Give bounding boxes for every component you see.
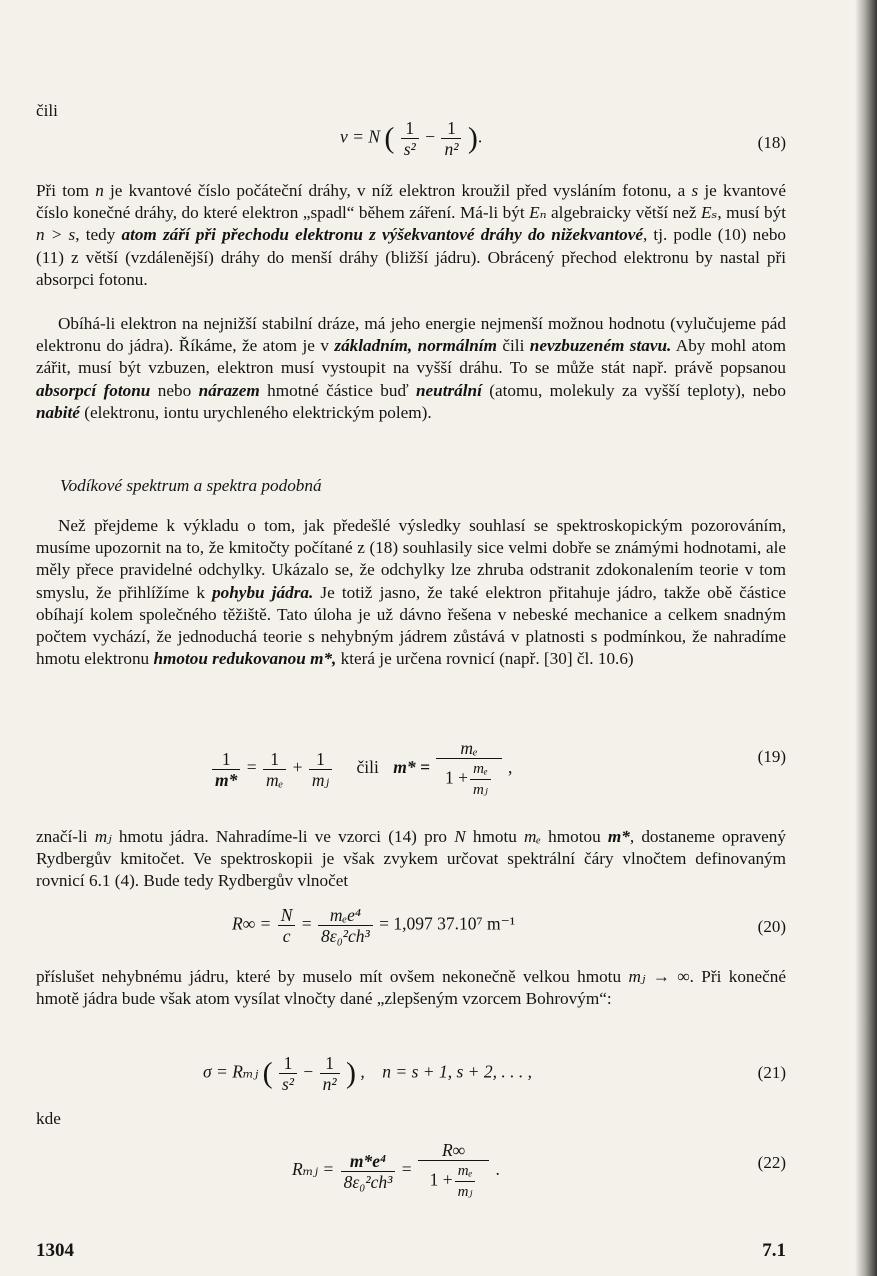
page-number: 1304 xyxy=(36,1240,74,1261)
kde-word: kde xyxy=(36,1109,61,1128)
eq22-b-num: R∞ xyxy=(418,1140,489,1161)
p2-text: Obíhá-li elektron na nejnižší stabilní dráze, má jeho energie nejmenší možnou hodnotu (vylučujeme pád elektronu do jádra). Říkáme, že atom je v xyxy=(36,314,786,356)
p1-text: , musí být xyxy=(717,203,786,223)
p3-emphasis: hmotou redukovanou m*, xyxy=(153,649,337,669)
eq21-a-den: s² xyxy=(281,1074,295,1094)
section-number: 7.1 xyxy=(762,1240,786,1261)
eq19-number: (19) xyxy=(757,747,786,766)
p1-text: algebraicky větší než xyxy=(546,203,702,223)
eq22-a-den: 8ε₀²ch³ xyxy=(343,1171,393,1192)
eq19-frac-b xyxy=(263,749,286,790)
eq19-frac-c xyxy=(309,749,332,790)
equation-19 xyxy=(210,738,512,800)
eq19-frac-e xyxy=(470,759,491,800)
eq18-number: (18) xyxy=(757,133,786,152)
p3-text: která je určena rovnicí (např. [30] čl. 10.6) xyxy=(336,649,634,669)
p4-text: hmotou xyxy=(540,827,608,846)
p5-text: . Při konečné hmotě jádra bude však atom vysílat vlnočty dané „zlepšeným vzorcem Bohrovým“: xyxy=(36,967,786,1009)
eq19-d-num: mₑ xyxy=(436,738,501,759)
eq18-end: . xyxy=(477,126,483,147)
eq18-lhs: ν = N xyxy=(340,126,380,147)
eq22-c-num: mₑ xyxy=(455,1161,476,1182)
p5-text: příslušet nehybnému jádru, které by muselo mít ovšem nekonečně velkou hmotu xyxy=(36,967,629,986)
paragraph-3 xyxy=(36,515,786,670)
eq22-number: (22) xyxy=(757,1153,786,1172)
p1-text: je kvantové číslo počáteční dráhy, v níž elektron kroužil před vysláním fotonu, a xyxy=(103,181,692,200)
eq18-close-paren: ) xyxy=(467,121,478,155)
eq21-open-paren: ( xyxy=(262,1056,273,1090)
eq22-frac-c xyxy=(455,1161,476,1202)
eq21-a-num: 1 xyxy=(279,1053,297,1074)
p4-text: značí-li xyxy=(36,827,95,846)
eq20-a-num: N xyxy=(278,905,296,926)
eq20-lhs: R∞ = xyxy=(232,913,272,934)
eq21-frac-b xyxy=(320,1053,340,1094)
p1-var-en: Eₙ xyxy=(529,203,547,223)
book-spine-shadow xyxy=(855,0,877,1276)
eq19-end: , xyxy=(507,757,513,778)
eq19-plus: + xyxy=(292,757,303,778)
eq20-number: (20) xyxy=(757,917,786,936)
equation-18 xyxy=(340,118,482,159)
p1-text: je kvantové číslo konečné dráhy, do které elektron „spadl“ během záření. Má-li být xyxy=(36,181,786,223)
eq20-b-num: mₑe⁴ xyxy=(318,905,373,926)
eq19-c-den: mⱼ xyxy=(311,769,330,790)
p4-var-n: N xyxy=(454,827,466,846)
eq22-equals: = xyxy=(401,1159,412,1180)
eq18-frac-n xyxy=(441,118,461,159)
p2-emphasis: základním, normálním xyxy=(334,336,497,356)
eq20-a-den: c xyxy=(282,926,291,946)
p3-text: Je totiž jasno, že také elektron přitahuje jádro, takže obě částice obíhají kolem společného těžiště. Tato úloha je už dávno řešena v nebeské mechanice a celkem snadným počtem vychází, že jednoduchá teorie s nehybným jádrem zůstává v platnosti s podmínkou, že nahradíme hmotu elektronu xyxy=(36,582,786,669)
eq21-close-paren: ) xyxy=(346,1056,357,1090)
p4-var-me: mₑ xyxy=(524,827,541,846)
eq22-a-num: m*e⁴ xyxy=(341,1151,396,1172)
eq20-b-den: 8ε₀²ch³ xyxy=(321,926,370,946)
paragraph-4 xyxy=(36,826,786,893)
eq21-condition: , n = s + 1, s + 2, . . . , xyxy=(360,1061,532,1082)
eq18-minus: − xyxy=(425,126,436,147)
eq22-b-den xyxy=(418,1161,489,1202)
eq20-rhs: = 1,097 37.10⁷ m⁻¹ xyxy=(379,913,516,934)
p1-text: , tedy xyxy=(75,225,122,245)
paragraph-5 xyxy=(36,966,786,1010)
p4-var-mstar: m* xyxy=(607,827,630,846)
eq22-b-den-pre: 1 + xyxy=(429,1169,453,1190)
p2-emphasis: absorpcí fotonu xyxy=(36,380,151,400)
intro-word: čili xyxy=(36,101,58,120)
eq22-c-den: mⱼ xyxy=(457,1184,473,1200)
eq18-f1-den: s² xyxy=(403,139,416,159)
p2-emphasis: nabité xyxy=(36,402,80,422)
eq20-frac-b xyxy=(318,905,373,946)
eq19-c-num: 1 xyxy=(309,749,332,770)
paragraph-2 xyxy=(36,313,786,424)
p2-text: hmotné částice buď xyxy=(259,380,416,400)
p1-text: , tj. podle (10) nebo (11) z větší (vzdálenější) dráhy do menší dráhy (bližší jádru). Obrácený přechod elektronu by nastal při absorpci fotonu. xyxy=(36,225,787,289)
p3-text: Než přejdeme k výkladu o tom, jak předešlé výsledky souhlasí se spektroskopickým pozorováním, musíme upozornit na to, že kmitočty počítané z (18) souhlasily sice velmi dobře se známými hodnotami, ale měly přece pravidelné odchylky. Ukázalo se, že odchylky lze zhruba odstranit zdokonalením teorie v tom smyslu, že přihlížíme k xyxy=(36,516,786,602)
eq20-equals: = xyxy=(301,913,312,934)
eq19-e-num: mₑ xyxy=(470,759,491,780)
eq18-f1-num: 1 xyxy=(401,118,419,139)
paragraph-1 xyxy=(36,180,786,291)
eq21-number: (21) xyxy=(757,1063,786,1082)
p4-text: , dostaneme opravený Rydbergův kmitočet. Ve spektroskopii je však zvykem určovat spektrální čáry vlnočtem definovaným rovnicí 6.1 (4). Bude tedy Rydbergův vlnočet xyxy=(36,827,786,891)
eq19-a-num: 1 xyxy=(212,749,240,770)
eq21-b-den: n² xyxy=(322,1074,337,1094)
eq21-b-num: 1 xyxy=(320,1053,340,1074)
p1-var-es: Eₛ xyxy=(701,203,718,223)
p1-emphasis: atom září při přechodu elektronu z výšekvantové dráhy do nižekvantové xyxy=(121,225,643,245)
eq19-b-den: mₑ xyxy=(266,769,284,790)
p3-emphasis: pohybu jádra. xyxy=(212,582,314,602)
eq19-b-num: 1 xyxy=(263,749,286,770)
section-title: Vodíkové spektrum a spektra podobná xyxy=(60,476,322,495)
equation-21 xyxy=(203,1053,532,1094)
eq22-frac-a xyxy=(341,1151,396,1192)
equation-22 xyxy=(292,1140,500,1202)
p1-text: Při tom xyxy=(36,181,96,200)
eq18-frac-s xyxy=(401,118,419,159)
eq22-frac-b xyxy=(418,1140,489,1202)
eq22-lhs: Rₘⱼ = xyxy=(292,1159,335,1180)
p2-text: (atomu, molekuly za vyšší teploty), nebo xyxy=(481,380,786,400)
eq21-lhs: σ = Rₘⱼ xyxy=(203,1061,259,1082)
p2-emphasis: nárazem xyxy=(198,380,260,400)
eq18-open-paren: ( xyxy=(384,121,395,155)
eq21-frac-a xyxy=(279,1053,297,1094)
p4-text: hmotu xyxy=(465,827,525,846)
p2-text: čili xyxy=(496,336,530,356)
eq19-lhs2: m* = xyxy=(393,757,430,778)
p1-var-n: n xyxy=(95,181,104,200)
eq19-frac-a xyxy=(212,749,240,790)
eq21-minus: − xyxy=(303,1061,314,1082)
eq20-frac-a xyxy=(278,905,296,946)
p2-text: Aby mohl atom zářit, musí být vzbuzen, elektron musí vystoupit na vyšší dráhu. To se může stát např. právě popsanou xyxy=(36,336,786,378)
p2-emphasis: nevzbuzeném stavu. xyxy=(529,336,672,356)
p4-var-mj: mⱼ xyxy=(94,827,112,846)
p2-text: nebo xyxy=(150,380,199,400)
eq19-word: čili xyxy=(356,757,379,778)
p2-emphasis: neutrální xyxy=(415,380,482,400)
p1-var-s: s xyxy=(691,181,699,200)
p5-var-mj: mⱼ → ∞ xyxy=(628,967,690,986)
eq19-d-den-pre: 1 + xyxy=(445,767,469,788)
eq18-f2-num: 1 xyxy=(441,118,461,139)
eq19-d-den xyxy=(436,759,501,800)
p2-text: (elektronu, iontu urychleného elektrickým polem). xyxy=(79,402,432,422)
eq19-frac-d xyxy=(436,738,501,800)
eq19-equals: = xyxy=(246,757,257,778)
eq22-end: . xyxy=(495,1159,500,1180)
eq19-a-den: m* xyxy=(215,769,238,790)
p4-text: hmotu jádra. Nahradíme-li ve vzorci (14) pro xyxy=(111,827,455,846)
equation-20 xyxy=(232,905,515,946)
p1-inequality: n > s xyxy=(36,225,76,245)
eq19-e-den: mⱼ xyxy=(473,782,488,798)
eq18-f2-den: n² xyxy=(444,139,459,159)
